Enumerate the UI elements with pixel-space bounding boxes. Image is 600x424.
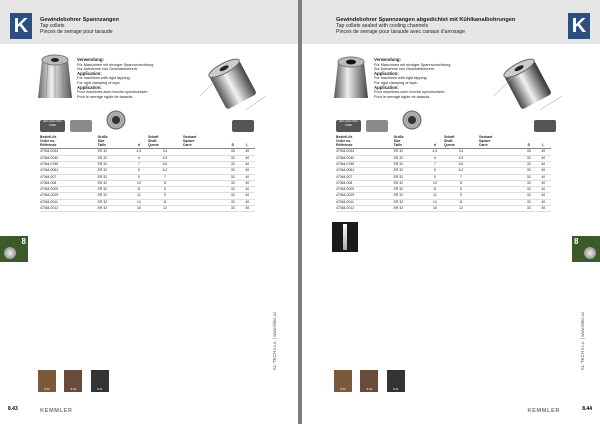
table-cell: 6,2 xyxy=(444,168,479,174)
product-table xyxy=(40,136,255,212)
product-table xyxy=(336,136,551,212)
col-size: Größe Size Taille xyxy=(98,136,131,149)
title-fr: Pinces de serrage pour taraude xyxy=(40,29,113,36)
table-cell: 14 xyxy=(131,199,148,205)
table-cell: 16 xyxy=(131,206,148,212)
col-D: D xyxy=(522,136,536,149)
table-cell: 12 xyxy=(444,206,479,212)
table-cell: 40 xyxy=(241,174,255,180)
left-page xyxy=(0,0,298,424)
spec-en-1: For machines with rigid tapping. xyxy=(77,76,131,81)
usage-spec xyxy=(77,58,153,99)
table-cell: 7 xyxy=(148,174,183,180)
table-cell: 47064-0011 xyxy=(40,199,98,205)
table-cell: 40 xyxy=(241,193,255,199)
related-thumb-3[interactable]: 8.21 xyxy=(387,370,405,392)
spec-fr-2: Pour le serrage rigide de tarauds. xyxy=(77,94,134,99)
table-cell: 4,5 xyxy=(131,149,148,155)
col-shank: Schaft Shaft Queue xyxy=(444,136,479,149)
table-cell: 40 xyxy=(241,180,255,186)
table-cell: 9 xyxy=(148,193,183,199)
table-cell: 47064-0034 xyxy=(40,149,98,155)
table-cell: ER 32 xyxy=(394,206,427,212)
table-cell: 33 xyxy=(226,187,240,193)
table-cell: ER 32 xyxy=(98,155,131,161)
table-header-row xyxy=(336,136,551,149)
table-cell: 9 xyxy=(444,187,479,193)
section-tab[interactable] xyxy=(0,236,28,262)
table-cell: 11 xyxy=(427,187,444,193)
table-cell: ER 32 xyxy=(394,187,427,193)
section-tab[interactable] xyxy=(572,236,600,262)
related-thumb-2[interactable]: 8.26 xyxy=(64,370,82,392)
table-cell: 47064-0012 xyxy=(40,206,98,212)
table-cell: ER 32 xyxy=(98,180,131,186)
table-cell: 6 xyxy=(131,155,148,161)
spec-de-2: Zur Aufnahme von Gewindebohrern. xyxy=(374,67,436,72)
spec-fr-head: Application: xyxy=(374,84,399,90)
table-cell xyxy=(183,206,226,212)
table-cell: ER 32 xyxy=(98,161,131,167)
title-fr: Pinces de serrage pour taraude avec canaux d'arrosage xyxy=(336,29,466,36)
table-cell: 33 xyxy=(522,187,536,193)
table-cell: 10 xyxy=(131,180,148,186)
table-cell: 40 xyxy=(241,187,255,193)
table-cell: 33 xyxy=(226,161,240,167)
table-cell: 3,4 xyxy=(148,149,183,155)
table-cell: 12 xyxy=(427,193,444,199)
table-cell: ER 32 xyxy=(394,161,427,167)
table-cell: 33 xyxy=(226,206,240,212)
table-cell: 33 xyxy=(522,149,536,155)
table-cell: ER 32 xyxy=(98,149,131,155)
col-d: d xyxy=(131,136,148,149)
table-cell: 8 xyxy=(148,180,183,186)
table-cell: 33 xyxy=(226,199,240,205)
related-thumb-1[interactable]: 8.22 xyxy=(38,370,56,392)
table-cell: 9 xyxy=(444,193,479,199)
table-cell: ER 32 xyxy=(394,168,427,174)
table-cell: 7 xyxy=(427,161,444,167)
page-number: 8.43 xyxy=(8,406,18,412)
table-cell: 47064-0040 xyxy=(40,155,98,161)
spec-de-1: Für Maschinen mit einziger Spannvorrichtung xyxy=(374,62,451,67)
table-cell: 47064-0029 xyxy=(336,193,394,199)
table-cell: 7 xyxy=(131,161,148,167)
table-cell: ER 32 xyxy=(394,180,427,186)
table-cell: 9 xyxy=(131,174,148,180)
table-cell: 40 xyxy=(241,168,255,174)
col-order-no: Bestell-Nr. Order no. Référence xyxy=(40,136,98,149)
table-cell: 40 xyxy=(537,155,551,161)
usage-spec xyxy=(374,58,450,99)
col-D: D xyxy=(226,136,240,149)
related-thumb-3[interactable]: 8.21 xyxy=(91,370,109,392)
table-cell: 11 xyxy=(444,199,479,205)
spec-fr-1: Pour machines avec broche synchronisée. xyxy=(77,90,149,95)
related-thumbnails xyxy=(38,370,113,392)
table-cell: 33 xyxy=(226,149,240,155)
table-cell: 47064-007 xyxy=(40,174,98,180)
table-cell: 11 xyxy=(131,187,148,193)
table-cell: 4,9 xyxy=(148,155,183,161)
table-cell: 40 xyxy=(537,168,551,174)
table-cell: 47064-0755 xyxy=(336,161,394,167)
table-cell: 4,9 xyxy=(444,155,479,161)
spec-en-head: Application: xyxy=(77,70,102,76)
table-cell: 6 xyxy=(427,155,444,161)
table-cell: ER 32 xyxy=(98,168,131,174)
table-cell: 33 xyxy=(226,174,240,180)
table-cell: 40 xyxy=(537,161,551,167)
collet-front-icon xyxy=(402,110,422,130)
table-cell: 40 xyxy=(241,155,255,161)
table-cell: 9 xyxy=(148,187,183,193)
table-cell: ER 32 xyxy=(98,206,131,212)
table-cell: 6,2 xyxy=(148,168,183,174)
table-cell: 47064-008 xyxy=(40,180,98,186)
table-cell: 9 xyxy=(427,174,444,180)
table-cell: 11 xyxy=(148,199,183,205)
table-cell: 33 xyxy=(522,199,536,205)
table-cell: 33 xyxy=(226,155,240,161)
table-cell: 8 xyxy=(444,180,479,186)
title-de: Gewindebohrer Spannzangen abgedichtet mit Kühlkanalbohrungen xyxy=(336,17,516,23)
spec-fr-2: Pour le serrage rigide de tarauds. xyxy=(374,94,431,99)
collet-photo xyxy=(332,52,370,106)
collet-drawing xyxy=(490,56,566,114)
page-header xyxy=(40,17,119,36)
brand-k-logo: K xyxy=(10,13,32,39)
table-cell: 3,4 xyxy=(444,149,479,155)
col-shank: Schaft Shaft Queue xyxy=(148,136,183,149)
table-cell: ER 32 xyxy=(394,199,427,205)
table-cell: 40 xyxy=(241,206,255,212)
table-cell: 47064-0012 xyxy=(336,206,394,212)
table-cell: ER 32 xyxy=(98,187,131,193)
drill-icon xyxy=(343,224,347,250)
table-cell: 40 xyxy=(241,161,255,167)
table-cell: ER 32 xyxy=(394,155,427,161)
spec-fr-head: Application: xyxy=(77,84,102,90)
tag-icon-a xyxy=(70,120,92,132)
table-cell: 33 xyxy=(522,180,536,186)
brand-footer: KEMMLER xyxy=(40,408,73,414)
table-cell: 33 xyxy=(522,168,536,174)
table-cell: 33 xyxy=(522,155,536,161)
table-cell: 7 xyxy=(444,174,479,180)
table-cell: 47064-0061 xyxy=(40,168,98,174)
table-cell: 33 xyxy=(226,193,240,199)
section-tab-number: 8 xyxy=(21,237,26,246)
spec-en-1: For machines with rigid tapping. xyxy=(374,76,428,81)
table-cell: ER 32 xyxy=(98,193,131,199)
table-cell: 4,5 xyxy=(427,149,444,155)
col-square: Vierkant Square Carré xyxy=(479,136,522,149)
table-cell: 47064-0755 xyxy=(40,161,98,167)
page-number: 8.44 xyxy=(582,406,592,412)
table-cell: 40 xyxy=(537,193,551,199)
spec-de-head: Verwendung: xyxy=(77,57,104,62)
table-cell: 40 xyxy=(537,187,551,193)
table-cell xyxy=(479,206,522,212)
title-en: Tap collets xyxy=(40,23,65,30)
table-cell: 40 xyxy=(537,174,551,180)
collet-photo xyxy=(36,52,74,106)
table-cell: 40 xyxy=(241,149,255,155)
spec-de-2: Zur Aufnahme von Gewindebohrern. xyxy=(77,67,139,72)
table-cell: 5,5 xyxy=(444,161,479,167)
table-cell: 40 xyxy=(537,206,551,212)
table-cell: 40 xyxy=(537,180,551,186)
table-cell: 8 xyxy=(427,168,444,174)
col-L: L xyxy=(241,136,255,149)
spec-en-head: Application: xyxy=(374,70,399,76)
spec-en-2: For rigid clamping of taps. xyxy=(374,80,418,85)
vendor-sidebar: KL-TECH s.r.o. | www.kltec.cz xyxy=(580,311,585,370)
related-thumb-1[interactable]: 8.22 xyxy=(334,370,352,392)
table-cell: 33 xyxy=(226,180,240,186)
table-cell: 47064-0009 xyxy=(336,187,394,193)
table-cell: 47064-008 xyxy=(336,180,394,186)
brand-k-logo: K xyxy=(568,13,590,39)
collet-drawing xyxy=(196,56,270,114)
table-cell: 47064-0029 xyxy=(40,193,98,199)
col-square: Vierkant Square Carré xyxy=(183,136,226,149)
section-tab-number: 8 xyxy=(574,237,579,246)
table-cell: 47064-0034 xyxy=(336,149,394,155)
table-cell: 40 xyxy=(537,199,551,205)
table-cell: ER 32 xyxy=(394,193,427,199)
related-thumbnails xyxy=(334,370,409,392)
col-L: L xyxy=(537,136,551,149)
col-d: d xyxy=(427,136,444,149)
col-size: Größe Size Taille xyxy=(394,136,427,149)
table-cell: 33 xyxy=(522,161,536,167)
title-de: Gewindebohrer Spannzangen xyxy=(40,17,119,23)
tag-icon-b xyxy=(232,120,254,132)
table-cell: 47064-0009 xyxy=(40,187,98,193)
table-cell: ER 32 xyxy=(98,174,131,180)
collet-tab-icon xyxy=(4,247,16,259)
table-cell: 33 xyxy=(522,174,536,180)
related-thumb-2[interactable]: 8.26 xyxy=(360,370,378,392)
vendor-sidebar: KL-TECH s.r.o. | www.kltec.cz xyxy=(272,311,277,370)
table-cell: 47064-0061 xyxy=(336,168,394,174)
spec-fr-1: Pour machines avec broche synchronisée. xyxy=(374,90,446,95)
table-cell: ER 32 xyxy=(98,199,131,205)
right-page xyxy=(302,0,600,424)
collet-front-icon xyxy=(106,110,126,130)
table-cell: 47064-007 xyxy=(336,174,394,180)
table-cell: 16 xyxy=(427,206,444,212)
table-cell: 40 xyxy=(241,199,255,205)
table-cell: 12 xyxy=(148,206,183,212)
table-cell: 40 xyxy=(537,149,551,155)
table-cell: 8 xyxy=(131,168,148,174)
table-cell: 5,5 xyxy=(148,161,183,167)
title-en: Tap collets sealed with cooling channels xyxy=(336,23,428,30)
table-cell: 33 xyxy=(522,193,536,199)
page-header xyxy=(336,17,515,36)
coolant-photo xyxy=(332,222,358,252)
table-cell: ER 32 xyxy=(394,174,427,180)
tag-icon-a xyxy=(366,120,388,132)
table-header-row xyxy=(40,136,255,149)
col-order-no: Bestell-Nr. Order no. Référence xyxy=(336,136,394,149)
brand-footer: KEMMLER xyxy=(527,408,560,414)
table-row xyxy=(336,206,551,212)
spec-de-1: Für Maschinen mit einziger Spannvorrichtung xyxy=(77,62,154,67)
table-cell: 33 xyxy=(226,168,240,174)
table-cell: 47064-0011 xyxy=(336,199,394,205)
spec-de-head: Verwendung: xyxy=(374,57,401,62)
spec-en-2: For rigid clamping of taps. xyxy=(77,80,121,85)
din-tag: ER collet DIN 6499 xyxy=(40,120,65,132)
din-tag: ER collet DIN 6499 xyxy=(336,120,361,132)
table-cell: ER 32 xyxy=(394,149,427,155)
tag-icon-b xyxy=(534,120,556,132)
table-cell: 47064-0040 xyxy=(336,155,394,161)
table-cell: 10 xyxy=(427,180,444,186)
table-cell: 12 xyxy=(131,193,148,199)
table-row xyxy=(40,206,255,212)
collet-tab-icon xyxy=(584,247,596,259)
table-cell: 14 xyxy=(427,199,444,205)
table-cell: 33 xyxy=(522,206,536,212)
